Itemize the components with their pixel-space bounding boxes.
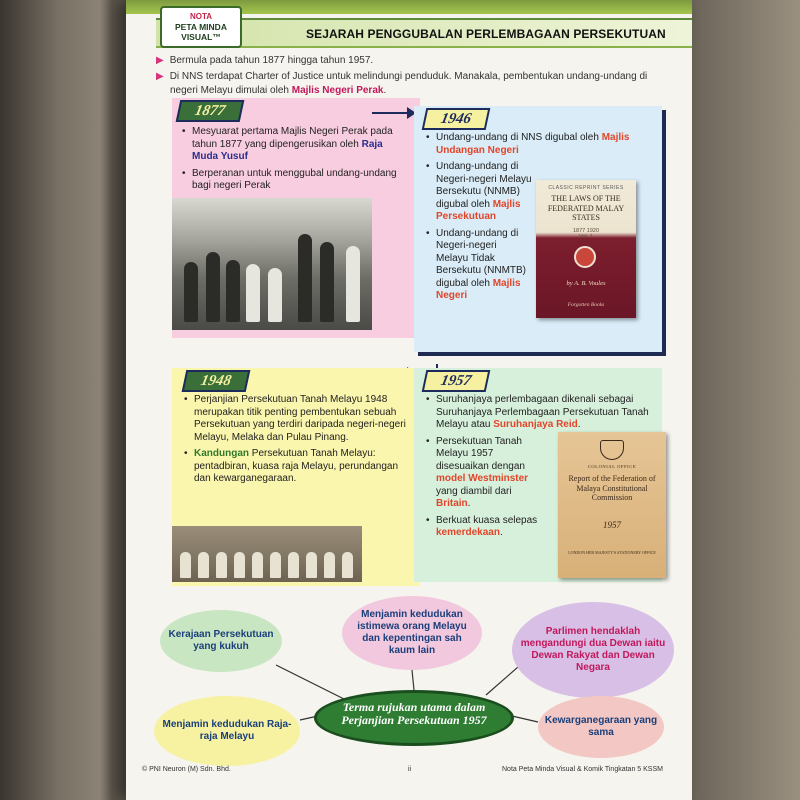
list-item [184,394,410,444]
footer-book-title: Nota Peta Minda Visual & Komik Tingkatan 5 KSSM [502,766,663,773]
book-years: 1877 1920 [573,228,599,234]
bullet-end: . [467,498,471,509]
photo-figure [206,252,220,322]
book-volume: Vol. 1 [579,234,593,240]
connector-line [412,670,414,690]
report-footer: LONDON HER MAJESTY'S STATIONERY OFFICE [568,550,656,555]
list-item [426,394,654,432]
mindmap-oval-kedudukan-istimewa: Menjamin kedudukan istimewa orang Melayu dan kepentingan sah kaum lain [342,596,482,670]
logo-line2: PETA MINDA [175,22,227,32]
bullet-text: Undang-undang di NNS digubal oleh [436,132,602,143]
year-label-1877: 1877 [176,100,245,122]
book-author: by A. B. Voules [566,280,606,287]
list-item [426,436,546,511]
highlight-suruhanjaya-reid: Suruhanjaya Reid [493,419,578,430]
list-item [426,515,546,540]
mindmap-oval-kerajaan: Kerajaan Persekutuan yang kukuh [160,610,282,672]
book-years-block [536,228,636,240]
mindmap-oval-raja-raja: Menjamin kedudukan Raja-raja Melayu [154,696,300,766]
photo-figure [184,262,198,322]
triangle-bullet-icon: ▶ [156,55,164,66]
book-publisher: Forgotten Books [567,302,605,308]
bullet-end: . [577,419,581,430]
logo [160,6,242,48]
intro-highlight: Majlis Negeri Perak [291,85,384,96]
highlight-majlis-negeri: Majlis Negeri [436,277,521,301]
intro-text-2b: negeri Melayu dimulai oleh [170,85,292,96]
bullet-text: Mesyuarat pertama Majlis Negeri Perak pada tahun 1877 yang dipengerusikan oleh [192,126,393,150]
photo-figure [252,552,263,578]
list-item [182,168,404,193]
list-item [184,448,410,486]
photo-figure [268,268,282,322]
list-item [426,161,536,224]
list-item [426,132,652,157]
panel-1948-bullets [184,394,410,490]
panel-1948 [172,368,420,586]
bullet-text: Berkuat kuasa selepas [436,514,538,526]
panel-1877 [172,98,420,338]
bullet-text: Undang-undang di Negeri-negeri Melayu Tidak Bersekutu (NNMTB) digubal oleh [436,227,527,289]
page-title: SEJARAH PENGGUBALAN PERLEMBAGAAN PERSEKUTUAN [306,27,666,41]
intro-line-2 [156,70,686,98]
year-label-1957: 1957 [422,370,491,392]
seal-icon [574,246,596,268]
report-year: 1957 [603,520,621,530]
triangle-bullet-icon: ▶ [156,71,164,82]
photo-figure [246,264,260,322]
historical-photo-group [172,526,362,582]
photo-figure [298,234,312,322]
intro-text-2a: Di NNS terdapat Charter of Justice untuk melindungi penduduk. Manakala, pembentukan undang-undang di [169,71,648,82]
photo-figure [270,552,281,578]
photo-figure [216,552,227,578]
mindmap-oval-parlimen: Parlimen hendaklah mengandungi dua Dewan iaitu Dewan Rakyat dan Dewan Negara [512,602,674,698]
highlight-kemerdekaan: kemerdekaan [436,527,500,538]
footer-copyright: © PNI Neuron (M) Sdn. Bhd. [142,766,231,773]
footer-page-number: ii [408,766,412,773]
bullet-text: Persekutuan Tanah Melayu: pentadbiran, kuasa raja Melayu, perundangan dan kewarganegaraan. [194,448,399,484]
logo-line3: VISUAL™ [181,32,221,42]
arrow-1877-to-1946 [372,112,414,114]
highlight-kandungan: Kandungan [194,448,249,459]
bullet-text: Perjanjian Persekutuan Tanah Melayu 1948 merupakan titik penting pembentukan sebuah Persekutuan yang terdiri daripada negeri-negeri Melayu, Melaka dan Pulau Pinang. [194,394,406,443]
photo-figure [320,242,334,322]
intro-text-1: Bermula pada tahun 1877 hingga tahun 1957. [169,55,374,66]
photo-figure [288,552,299,578]
photo-figure [198,552,209,578]
crest-icon [600,440,624,460]
list-item [182,126,404,164]
bullet-text-mid: yang diambil dari [436,485,512,497]
historical-photo-perak-council [172,198,372,330]
report-office: COLONIAL OFFICE [587,464,637,469]
intro-text-2b-end: . [383,85,387,96]
bullet-text: Suruhanjaya perlembagaan dikenali sebagai Suruhanjaya Perlembagaan Persekutuan Tanah Melayu atau [436,394,649,430]
photo-figure [306,552,317,578]
mindmap-center: Terma rujukan utama dalam Perjanjian Persekutuan 1957 [314,690,514,746]
connector-line [512,716,538,722]
highlight-model-westminster: model Westminster [436,473,529,484]
photo-figure [324,552,335,578]
list-item [426,228,526,303]
photo-figure [180,552,191,578]
intro-line-1 [156,54,373,68]
bullet-text: Persekutuan Tanah Melayu 1957 disesuaikan dengan [436,435,525,472]
photo-figure [226,260,240,322]
photo-figure [234,552,245,578]
panel-1877-bullets [182,126,404,197]
book-series: CLASSIC REPRINT SERIES [548,185,624,191]
bullet-text: Undang-undang di Negeri-negeri Melayu Bersekutu (NNMB) digubal oleh [436,161,532,210]
book-title: THE LAWS OF THE FEDERATED MALAY STATES [547,194,625,222]
year-label-1946: 1946 [422,108,491,130]
book-page [126,0,692,800]
bullet-text: Berperanan untuk menggubal undang-undang bagi negeri Perak [192,167,397,191]
report-title: Report of the Federation of Malaya Constitutional Commission [568,474,656,502]
book-cover-laws-fms [536,180,636,318]
highlight-britain: Britain [436,498,468,509]
photo-figure [342,552,353,578]
highlight-majlis-undangan-negeri: Majlis Undangan Negeri [436,132,630,156]
mindmap-oval-kewarganegaraan: Kewarganegaraan yang sama [538,696,664,758]
logo-line1: NOTA [189,12,213,21]
year-label-1948: 1948 [182,370,251,392]
report-cover-reid-commission [558,432,666,578]
photo-figure [346,246,360,322]
bullet-end: . [499,527,503,538]
highlight-raja-muda-yusuf: Raja Muda Yusuf [192,138,383,162]
highlight-majlis-persekutuan: Majlis Persekutuan [436,198,521,222]
connector-line [276,665,346,700]
